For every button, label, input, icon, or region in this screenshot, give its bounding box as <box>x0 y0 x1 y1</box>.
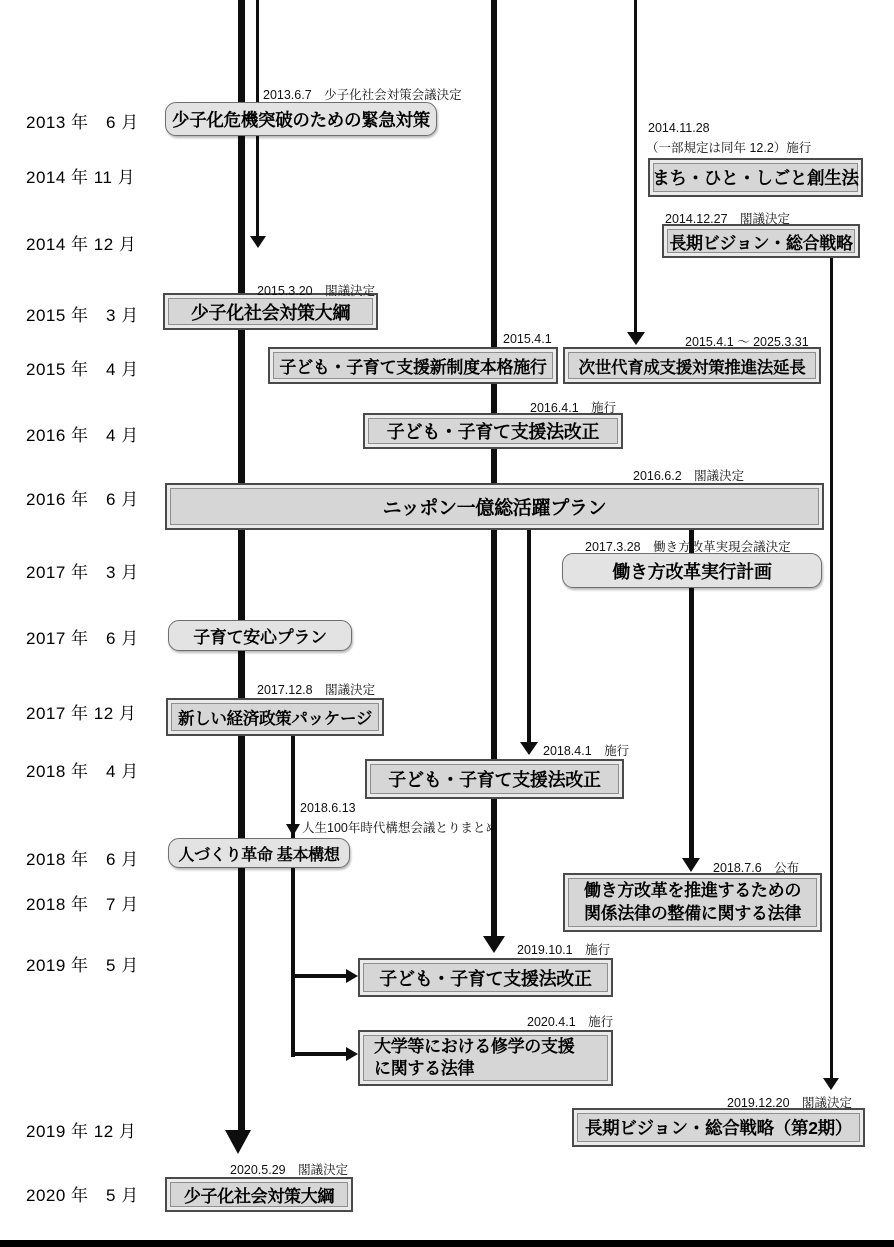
row-label-2013-06: 2013 年 6 月 <box>26 113 139 132</box>
box-taiko-2020: 少子化社会対策大綱 <box>165 1177 353 1212</box>
annotation-2015-4-1: 2015.4.1 <box>503 332 552 346</box>
box-shien-kaisei-2018: 子ども・子育て支援法改正 <box>365 759 624 799</box>
arrowhead-main-left-bottom <box>225 1130 251 1154</box>
box-choki-vision-2ki: 長期ビジョン・総合戦略（第2期） <box>572 1108 865 1147</box>
timeline-line-main-left <box>238 0 245 1132</box>
bottom-border-bar <box>0 1240 894 1247</box>
arrowhead-2018-4 <box>520 742 538 755</box>
box-machi-hito-shigoto: まち・ひと・しごと創生法 <box>648 158 863 197</box>
box-jisedai-encho: 次世代育成支援対策推進法延長 <box>563 347 821 384</box>
box-hitozukuri-kakumei: 人づくり革命 基本構想 <box>168 838 350 868</box>
box-keizai-package: 新しい経済政策パッケージ <box>166 698 384 736</box>
row-label-2015-03: 2015 年 3 月 <box>26 306 139 325</box>
arrowhead-2018-7 <box>682 858 700 872</box>
row-label-2018-07: 2018 年 7 月 <box>26 895 139 914</box>
box-shien-kaisei-2016: 子ども・子育て支援法改正 <box>363 413 623 449</box>
row-label-2016-06: 2016 年 6 月 <box>26 490 139 509</box>
annotation-2018-7-6: 2018.7.6 公布 <box>713 861 800 875</box>
box-shinseido-honkaku: 子ども・子育て支援新制度本格施行 <box>268 347 558 384</box>
box-daigaku-shugaku <box>358 1030 613 1086</box>
row-label-2015-04: 2015 年 4 月 <box>26 360 139 379</box>
box-choki-vision: 長期ビジョン・総合戦略 <box>662 224 860 258</box>
annotation-2017-3-28: 2017.3.28 働き方改革実現会議決定 <box>585 540 791 554</box>
arrowhead-thin-left <box>250 236 266 248</box>
annotation-2018-6-13b: 人生100年時代構想会議とりまとめ <box>302 821 498 835</box>
box-shien-kaisei-2019: 子ども・子育て支援法改正 <box>358 958 613 997</box>
arrowhead-right-2019-5 <box>346 969 358 983</box>
box-kinkyu-taisaku: 少子化危機突破のための緊急対策 <box>165 102 437 136</box>
branch-line-vision <box>830 258 833 1078</box>
row-label-2016-04: 2016 年 4 月 <box>26 426 139 445</box>
branch-line-package <box>291 736 295 1057</box>
annotation-2015-4-1-range: 2015.4.1 ～ 2025.3.31 <box>685 335 809 349</box>
arrowhead-center-bottom <box>483 936 505 953</box>
row-label-2014-11: 2014 年 11 月 <box>26 168 136 187</box>
arrowhead-right-daigaku <box>346 1047 358 1061</box>
annotation-2019-10-1: 2019.10.1 施行 <box>517 943 611 957</box>
arrowhead-thin-right <box>627 332 645 345</box>
annotation-2014-11-28: 2014.11.28 <box>648 121 710 135</box>
timeline-line-thin-right <box>634 0 637 332</box>
row-label-2019-12: 2019 年 12 月 <box>26 1122 137 1141</box>
row-label-2018-06: 2018 年 6 月 <box>26 850 139 869</box>
row-label-2017-06: 2017 年 6 月 <box>26 629 139 648</box>
elbow-line-daigaku <box>291 1052 346 1056</box>
branch-line-2018-4 <box>527 530 531 742</box>
box-daigaku-shugaku-line2: に関する法律 <box>374 1059 475 1078</box>
row-label-2017-03: 2017 年 3 月 <box>26 563 139 582</box>
annotation-2015-3-20: 2015.3.20 閣議決定 <box>257 284 376 298</box>
annotation-2018-4-1: 2018.4.1 施行 <box>543 744 630 758</box>
row-label-2019-05: 2019 年 5 月 <box>26 956 139 975</box>
box-nippon-ichioku: ニッポン一億総活躍プラン <box>165 483 824 530</box>
row-label-2017-12: 2017 年 12 月 <box>26 704 137 723</box>
annotation-2014-11-28b: （一部規定は同年 12.2）施行 <box>646 141 812 155</box>
box-hatarakikata-suishin-line2: 関係法律の整備に関する法律 <box>583 903 802 923</box>
box-taiko-2015: 少子化社会対策大綱 <box>163 293 378 330</box>
annotation-2019-12-20: 2019.12.20 閣議決定 <box>727 1096 853 1110</box>
elbow-line-2019-5 <box>291 974 346 978</box>
annotation-2017-12-8: 2017.12.8 閣議決定 <box>257 683 376 697</box>
annotation-2016-4-1: 2016.4.1 施行 <box>530 401 617 415</box>
annotation-2016-6-2: 2016.6.2 閣議決定 <box>633 469 745 483</box>
box-daigaku-shugaku-line1: 大学等における修学の支援 <box>374 1036 575 1056</box>
arrowhead-hitozukuri <box>286 824 300 836</box>
box-hatarakikata-suishin-line1: 働き方改革を推進するための <box>583 881 802 901</box>
box-hatarakikata-jikko: 働き方改革実行計画 <box>562 553 822 588</box>
box-hatarakikata-suishin <box>563 873 822 932</box>
box-kosodate-anshin: 子育て安心プラン <box>168 620 352 651</box>
annotation-2014-12-27: 2014.12.27 閣議決定 <box>665 212 791 226</box>
row-label-2018-04: 2018 年 4 月 <box>26 762 139 781</box>
annotation-2018-6-13: 2018.6.13 <box>300 801 356 815</box>
row-label-2014-12: 2014 年 12 月 <box>26 235 137 254</box>
annotation-2013-6-7: 2013.6.7 少子化社会対策会議決定 <box>263 88 462 102</box>
annotation-2020-5-29: 2020.5.29 閣議決定 <box>230 1163 349 1177</box>
annotation-2020-4-1: 2020.4.1 施行 <box>527 1015 614 1029</box>
row-label-2020-05: 2020 年 5 月 <box>26 1186 139 1205</box>
arrowhead-vision-2ki <box>823 1078 839 1090</box>
